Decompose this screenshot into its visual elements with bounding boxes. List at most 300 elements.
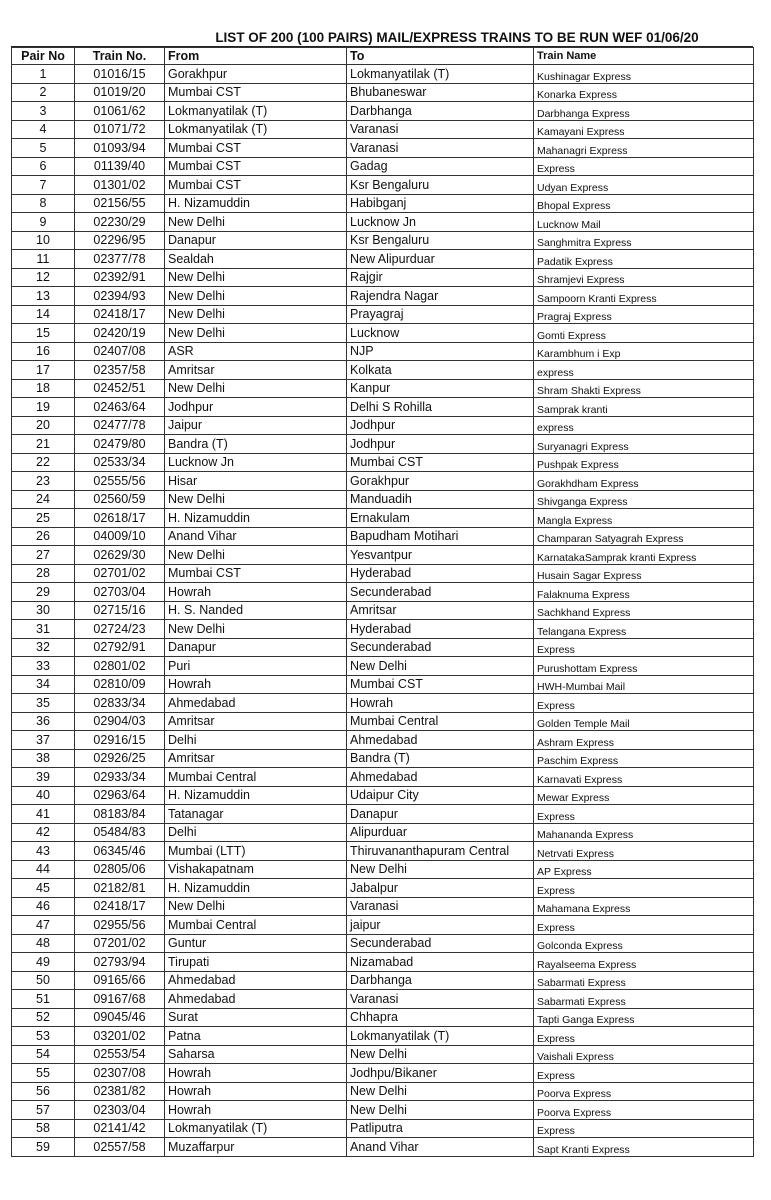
- to-station-cell: jaipur: [347, 916, 534, 935]
- pair-no-cell: 53: [12, 1027, 75, 1046]
- to-station-cell: Lucknow: [347, 324, 534, 343]
- to-station-cell: Varanasi: [347, 897, 534, 916]
- table-row: [12, 287, 754, 306]
- train-name-cell: Shramjevi Express: [534, 268, 754, 287]
- from-station-cell: H. Nizamuddin: [165, 786, 347, 805]
- from-station-cell: Anand Vihar: [165, 527, 347, 546]
- train-name-cell: Sachkhand Express: [534, 601, 754, 620]
- table-row: [12, 694, 754, 713]
- to-station-cell: Danapur: [347, 805, 534, 824]
- train-no-cell: 02701/02: [75, 564, 165, 583]
- table-row: [12, 342, 754, 361]
- to-station-cell: New Delhi: [347, 860, 534, 879]
- from-station-cell: Ahmedabad: [165, 694, 347, 713]
- pair-no-cell: 31: [12, 620, 75, 639]
- train-name-cell: Mahamana Express: [534, 897, 754, 916]
- train-no-cell: 02230/29: [75, 213, 165, 232]
- from-station-cell: Howrah: [165, 1101, 347, 1120]
- table-row: [12, 953, 754, 972]
- from-station-cell: Lucknow Jn: [165, 453, 347, 472]
- table-row: [12, 842, 754, 861]
- train-no-cell: 02303/04: [75, 1101, 165, 1120]
- from-station-cell: Sealdah: [165, 250, 347, 269]
- from-station-cell: Ahmedabad: [165, 990, 347, 1009]
- to-station-cell: Ahmedabad: [347, 768, 534, 787]
- train-no-cell: 02477/78: [75, 416, 165, 435]
- pair-no-cell: 10: [12, 231, 75, 250]
- train-name-cell: Falaknuma Express: [534, 583, 754, 602]
- to-station-cell: Ksr Bengaluru: [347, 176, 534, 195]
- train-no-cell: 02296/95: [75, 231, 165, 250]
- pair-no-cell: 19: [12, 398, 75, 417]
- table-row: [12, 971, 754, 990]
- table-row: [12, 805, 754, 824]
- table-row: [12, 860, 754, 879]
- train-no-cell: 02555/56: [75, 472, 165, 491]
- train-name-cell: Netrvati Express: [534, 842, 754, 861]
- train-no-cell: 02629/30: [75, 546, 165, 565]
- train-name-cell: Champaran Satyagrah Express: [534, 527, 754, 546]
- train-no-cell: 02933/34: [75, 768, 165, 787]
- train-no-cell: 02833/34: [75, 694, 165, 713]
- from-station-cell: Tatanagar: [165, 805, 347, 824]
- train-name-cell: Kushinagar Express: [534, 65, 754, 84]
- from-station-cell: Howrah: [165, 675, 347, 694]
- pair-no-cell: 36: [12, 712, 75, 731]
- train-name-cell: Kamayani Express: [534, 120, 754, 139]
- table-row: [12, 416, 754, 435]
- pair-no-cell: 2: [12, 83, 75, 102]
- table-row: [12, 601, 754, 620]
- train-no-cell: 02801/02: [75, 657, 165, 676]
- from-station-cell: Puri: [165, 657, 347, 676]
- from-station-cell: Muzaffarpur: [165, 1138, 347, 1157]
- table-row: [12, 675, 754, 694]
- table-row: [12, 157, 754, 176]
- to-station-cell: Bhubaneswar: [347, 83, 534, 102]
- from-station-cell: Bandra (T): [165, 435, 347, 454]
- from-station-cell: Mumbai CST: [165, 157, 347, 176]
- train-no-cell: 02420/19: [75, 324, 165, 343]
- train-no-cell: 02394/93: [75, 287, 165, 306]
- table-row: [12, 398, 754, 417]
- train-no-cell: 02553/54: [75, 1045, 165, 1064]
- table-row: [12, 213, 754, 232]
- train-name-cell: Telangana Express: [534, 620, 754, 639]
- table-header: [12, 48, 754, 65]
- pair-no-cell: 25: [12, 509, 75, 528]
- train-no-cell: 02377/78: [75, 250, 165, 269]
- from-station-cell: Lokmanyatilak (T): [165, 120, 347, 139]
- from-station-cell: New Delhi: [165, 268, 347, 287]
- train-table: [11, 47, 754, 1157]
- train-name-cell: Rayalseema Express: [534, 953, 754, 972]
- train-name-cell: Poorva Express: [534, 1082, 754, 1101]
- train-name-cell: Karnavati Express: [534, 768, 754, 787]
- train-no-cell: 02141/42: [75, 1119, 165, 1138]
- table-row: [12, 379, 754, 398]
- train-no-cell: 02418/17: [75, 305, 165, 324]
- train-no-cell: 02407/08: [75, 342, 165, 361]
- train-name-cell: Express: [534, 1119, 754, 1138]
- table-row: [12, 1138, 754, 1157]
- to-station-cell: Varanasi: [347, 990, 534, 1009]
- to-station-cell: Nizamabad: [347, 953, 534, 972]
- table-row: [12, 934, 754, 953]
- table-row: [12, 620, 754, 639]
- to-station-cell: Kolkata: [347, 361, 534, 380]
- to-station-cell: New Delhi: [347, 657, 534, 676]
- train-no-cell: 02805/06: [75, 860, 165, 879]
- pair-no-cell: 32: [12, 638, 75, 657]
- train-list-sheet: [11, 28, 753, 1157]
- to-station-cell: Habibganj: [347, 194, 534, 213]
- pair-no-cell: 16: [12, 342, 75, 361]
- train-no-cell: 06345/46: [75, 842, 165, 861]
- from-station-cell: Lokmanyatilak (T): [165, 1119, 347, 1138]
- train-name-cell: express: [534, 361, 754, 380]
- train-name-cell: Samprak kranti: [534, 398, 754, 417]
- train-name-cell: Konarka Express: [534, 83, 754, 102]
- pair-no-cell: 45: [12, 879, 75, 898]
- table-row: [12, 1064, 754, 1083]
- to-station-cell: Mumbai CST: [347, 675, 534, 694]
- table-row: [12, 194, 754, 213]
- train-no-cell: 02307/08: [75, 1064, 165, 1083]
- from-station-cell: Gorakhpur: [165, 65, 347, 84]
- train-name-cell: AP Express: [534, 860, 754, 879]
- pair-no-cell: 4: [12, 120, 75, 139]
- train-name-cell: Golconda Express: [534, 934, 754, 953]
- from-station-cell: H. Nizamuddin: [165, 194, 347, 213]
- from-station-cell: Surat: [165, 1008, 347, 1027]
- train-no-cell: 02357/58: [75, 361, 165, 380]
- to-station-cell: Secunderabad: [347, 934, 534, 953]
- train-name-cell: Karambhum i Exp: [534, 342, 754, 361]
- pair-no-cell: 40: [12, 786, 75, 805]
- table-row: [12, 583, 754, 602]
- table-row: [12, 490, 754, 509]
- pair-no-cell: 47: [12, 916, 75, 935]
- train-name-cell: Pragraj Express: [534, 305, 754, 324]
- table-row: [12, 916, 754, 935]
- to-station-cell: Prayagraj: [347, 305, 534, 324]
- table-row: [12, 1082, 754, 1101]
- train-no-cell: 02724/23: [75, 620, 165, 639]
- pair-no-cell: 21: [12, 435, 75, 454]
- to-station-cell: Alipurduar: [347, 823, 534, 842]
- table-row: [12, 990, 754, 1009]
- pair-no-cell: 55: [12, 1064, 75, 1083]
- table-row: [12, 472, 754, 491]
- pair-no-cell: 26: [12, 527, 75, 546]
- pair-no-cell: 5: [12, 139, 75, 158]
- from-station-cell: Jaipur: [165, 416, 347, 435]
- train-name-cell: Express: [534, 638, 754, 657]
- table-row: [12, 731, 754, 750]
- from-station-cell: New Delhi: [165, 897, 347, 916]
- table-row: [12, 712, 754, 731]
- from-station-cell: Danapur: [165, 638, 347, 657]
- table-row: [12, 1027, 754, 1046]
- train-no-cell: 07201/02: [75, 934, 165, 953]
- train-no-cell: 02715/16: [75, 601, 165, 620]
- pair-no-cell: 17: [12, 361, 75, 380]
- train-no-cell: 01061/62: [75, 102, 165, 121]
- train-name-cell: Express: [534, 805, 754, 824]
- to-station-cell: New Delhi: [347, 1045, 534, 1064]
- to-station-cell: Rajgir: [347, 268, 534, 287]
- table-row: [12, 324, 754, 343]
- table-row: [12, 786, 754, 805]
- train-no-cell: 02703/04: [75, 583, 165, 602]
- train-name-cell: Sampoorn Kranti Express: [534, 287, 754, 306]
- table-row: [12, 564, 754, 583]
- train-no-cell: 02533/34: [75, 453, 165, 472]
- pair-no-cell: 6: [12, 157, 75, 176]
- pair-no-cell: 57: [12, 1101, 75, 1120]
- to-station-cell: Anand Vihar: [347, 1138, 534, 1157]
- document-title: LIST OF 200 (100 PAIRS) MAIL/EXPRESS TRAINS TO BE RUN WEF 01/06/20: [11, 28, 753, 47]
- to-station-cell: Ernakulam: [347, 509, 534, 528]
- train-no-cell: 02463/64: [75, 398, 165, 417]
- pair-no-cell: 38: [12, 749, 75, 768]
- pair-no-cell: 8: [12, 194, 75, 213]
- to-station-cell: Secunderabad: [347, 638, 534, 657]
- train-name-cell: Mahanagri Express: [534, 139, 754, 158]
- train-name-cell: Sapt Kranti Express: [534, 1138, 754, 1157]
- to-station-cell: Lucknow Jn: [347, 213, 534, 232]
- pair-no-cell: 56: [12, 1082, 75, 1101]
- train-no-cell: 02904/03: [75, 712, 165, 731]
- from-station-cell: New Delhi: [165, 305, 347, 324]
- header-pair-no: Pair No: [12, 48, 75, 65]
- header-from: From: [165, 48, 347, 65]
- train-no-cell: 02793/94: [75, 953, 165, 972]
- train-name-cell: Express: [534, 1027, 754, 1046]
- header-train-no: Train No.: [75, 48, 165, 65]
- train-no-cell: 05484/83: [75, 823, 165, 842]
- from-station-cell: New Delhi: [165, 213, 347, 232]
- train-no-cell: 01071/72: [75, 120, 165, 139]
- from-station-cell: Vishakapatnam: [165, 860, 347, 879]
- train-no-cell: 02916/15: [75, 731, 165, 750]
- table-row: [12, 176, 754, 195]
- from-station-cell: Mumbai CST: [165, 139, 347, 158]
- from-station-cell: H. Nizamuddin: [165, 879, 347, 898]
- table-row: [12, 509, 754, 528]
- pair-no-cell: 37: [12, 731, 75, 750]
- header-train-name: Train Name: [534, 48, 754, 65]
- table-row: [12, 305, 754, 324]
- to-station-cell: Secunderabad: [347, 583, 534, 602]
- from-station-cell: New Delhi: [165, 379, 347, 398]
- from-station-cell: Mumbai Central: [165, 768, 347, 787]
- train-name-cell: HWH-Mumbai Mail: [534, 675, 754, 694]
- train-no-cell: 02392/91: [75, 268, 165, 287]
- train-no-cell: 02810/09: [75, 675, 165, 694]
- pair-no-cell: 14: [12, 305, 75, 324]
- to-station-cell: Ksr Bengaluru: [347, 231, 534, 250]
- from-station-cell: Guntur: [165, 934, 347, 953]
- table-row: [12, 435, 754, 454]
- table-row: [12, 823, 754, 842]
- train-no-cell: 08183/84: [75, 805, 165, 824]
- from-station-cell: Lokmanyatilak (T): [165, 102, 347, 121]
- table-row: [12, 65, 754, 84]
- train-no-cell: 01301/02: [75, 176, 165, 195]
- pair-no-cell: 35: [12, 694, 75, 713]
- to-station-cell: Chhapra: [347, 1008, 534, 1027]
- train-no-cell: 02418/17: [75, 897, 165, 916]
- train-no-cell: 02156/55: [75, 194, 165, 213]
- train-no-cell: 02479/80: [75, 435, 165, 454]
- pair-no-cell: 28: [12, 564, 75, 583]
- to-station-cell: New Alipurduar: [347, 250, 534, 269]
- to-station-cell: Jodhpur: [347, 416, 534, 435]
- from-station-cell: Saharsa: [165, 1045, 347, 1064]
- to-station-cell: Mumbai Central: [347, 712, 534, 731]
- from-station-cell: New Delhi: [165, 490, 347, 509]
- train-name-cell: Padatik Express: [534, 250, 754, 269]
- train-name-cell: Shram Shakti Express: [534, 379, 754, 398]
- train-name-cell: Golden Temple Mail: [534, 712, 754, 731]
- train-no-cell: 02618/17: [75, 509, 165, 528]
- pair-no-cell: 15: [12, 324, 75, 343]
- to-station-cell: Delhi S Rohilla: [347, 398, 534, 417]
- from-station-cell: Howrah: [165, 1064, 347, 1083]
- to-station-cell: Hyderabad: [347, 564, 534, 583]
- table-row: [12, 139, 754, 158]
- train-name-cell: Udyan Express: [534, 176, 754, 195]
- table-row: [12, 768, 754, 787]
- train-name-cell: KarnatakaSamprak kranti Express: [534, 546, 754, 565]
- from-station-cell: Tirupati: [165, 953, 347, 972]
- train-name-cell: Sanghmitra Express: [534, 231, 754, 250]
- pair-no-cell: 11: [12, 250, 75, 269]
- from-station-cell: Mumbai (LTT): [165, 842, 347, 861]
- table-row: [12, 1045, 754, 1064]
- train-no-cell: 02792/91: [75, 638, 165, 657]
- table-row: [12, 546, 754, 565]
- pair-no-cell: 58: [12, 1119, 75, 1138]
- to-station-cell: Varanasi: [347, 120, 534, 139]
- pair-no-cell: 27: [12, 546, 75, 565]
- train-name-cell: Express: [534, 694, 754, 713]
- table-body: [12, 65, 754, 1157]
- pair-no-cell: 42: [12, 823, 75, 842]
- train-no-cell: 02381/82: [75, 1082, 165, 1101]
- train-name-cell: Mahananda Express: [534, 823, 754, 842]
- pair-no-cell: 18: [12, 379, 75, 398]
- pair-no-cell: 39: [12, 768, 75, 787]
- pair-no-cell: 44: [12, 860, 75, 879]
- from-station-cell: Mumbai Central: [165, 916, 347, 935]
- to-station-cell: Yesvantpur: [347, 546, 534, 565]
- pair-no-cell: 34: [12, 675, 75, 694]
- to-station-cell: Udaipur City: [347, 786, 534, 805]
- to-station-cell: Darbhanga: [347, 971, 534, 990]
- pair-no-cell: 12: [12, 268, 75, 287]
- table-row: [12, 749, 754, 768]
- train-name-cell: Express: [534, 879, 754, 898]
- pair-no-cell: 29: [12, 583, 75, 602]
- from-station-cell: New Delhi: [165, 620, 347, 639]
- from-station-cell: Hisar: [165, 472, 347, 491]
- train-name-cell: Gomti Express: [534, 324, 754, 343]
- table-row: [12, 453, 754, 472]
- from-station-cell: Danapur: [165, 231, 347, 250]
- pair-no-cell: 20: [12, 416, 75, 435]
- to-station-cell: Gadag: [347, 157, 534, 176]
- train-no-cell: 02955/56: [75, 916, 165, 935]
- from-station-cell: H. S. Nanded: [165, 601, 347, 620]
- train-no-cell: 01016/15: [75, 65, 165, 84]
- pair-no-cell: 54: [12, 1045, 75, 1064]
- from-station-cell: Mumbai CST: [165, 176, 347, 195]
- pair-no-cell: 41: [12, 805, 75, 824]
- pair-no-cell: 30: [12, 601, 75, 620]
- table-row: [12, 1101, 754, 1120]
- pair-no-cell: 51: [12, 990, 75, 1009]
- train-name-cell: Pushpak Express: [534, 453, 754, 472]
- table-row: [12, 879, 754, 898]
- train-no-cell: 09045/46: [75, 1008, 165, 1027]
- to-station-cell: Patliputra: [347, 1119, 534, 1138]
- table-row: [12, 1119, 754, 1138]
- train-no-cell: 04009/10: [75, 527, 165, 546]
- to-station-cell: Mumbai CST: [347, 453, 534, 472]
- train-no-cell: 01139/40: [75, 157, 165, 176]
- pair-no-cell: 3: [12, 102, 75, 121]
- train-no-cell: 02926/25: [75, 749, 165, 768]
- train-no-cell: 02557/58: [75, 1138, 165, 1157]
- train-no-cell: 02182/81: [75, 879, 165, 898]
- train-no-cell: 01093/94: [75, 139, 165, 158]
- pair-no-cell: 33: [12, 657, 75, 676]
- train-name-cell: Bhopal Express: [534, 194, 754, 213]
- pair-no-cell: 13: [12, 287, 75, 306]
- from-station-cell: New Delhi: [165, 324, 347, 343]
- train-name-cell: Ashram Express: [534, 731, 754, 750]
- pair-no-cell: 49: [12, 953, 75, 972]
- to-station-cell: Lokmanyatilak (T): [347, 1027, 534, 1046]
- from-station-cell: Ahmedabad: [165, 971, 347, 990]
- train-name-cell: Mangla Express: [534, 509, 754, 528]
- table-row: [12, 250, 754, 269]
- pair-no-cell: 52: [12, 1008, 75, 1027]
- pair-no-cell: 1: [12, 65, 75, 84]
- from-station-cell: Amritsar: [165, 749, 347, 768]
- train-name-cell: Vaishali Express: [534, 1045, 754, 1064]
- to-station-cell: New Delhi: [347, 1101, 534, 1120]
- from-station-cell: New Delhi: [165, 546, 347, 565]
- train-name-cell: Paschim Express: [534, 749, 754, 768]
- table-row: [12, 1008, 754, 1027]
- train-name-cell: Sabarmati Express: [534, 971, 754, 990]
- table-row: [12, 83, 754, 102]
- train-name-cell: Poorva Express: [534, 1101, 754, 1120]
- pair-no-cell: 43: [12, 842, 75, 861]
- to-station-cell: Bandra (T): [347, 749, 534, 768]
- train-name-cell: Gorakhdham Express: [534, 472, 754, 491]
- from-station-cell: H. Nizamuddin: [165, 509, 347, 528]
- to-station-cell: Darbhanga: [347, 102, 534, 121]
- to-station-cell: Gorakhpur: [347, 472, 534, 491]
- from-station-cell: Delhi: [165, 823, 347, 842]
- pair-no-cell: 24: [12, 490, 75, 509]
- table-row: [12, 268, 754, 287]
